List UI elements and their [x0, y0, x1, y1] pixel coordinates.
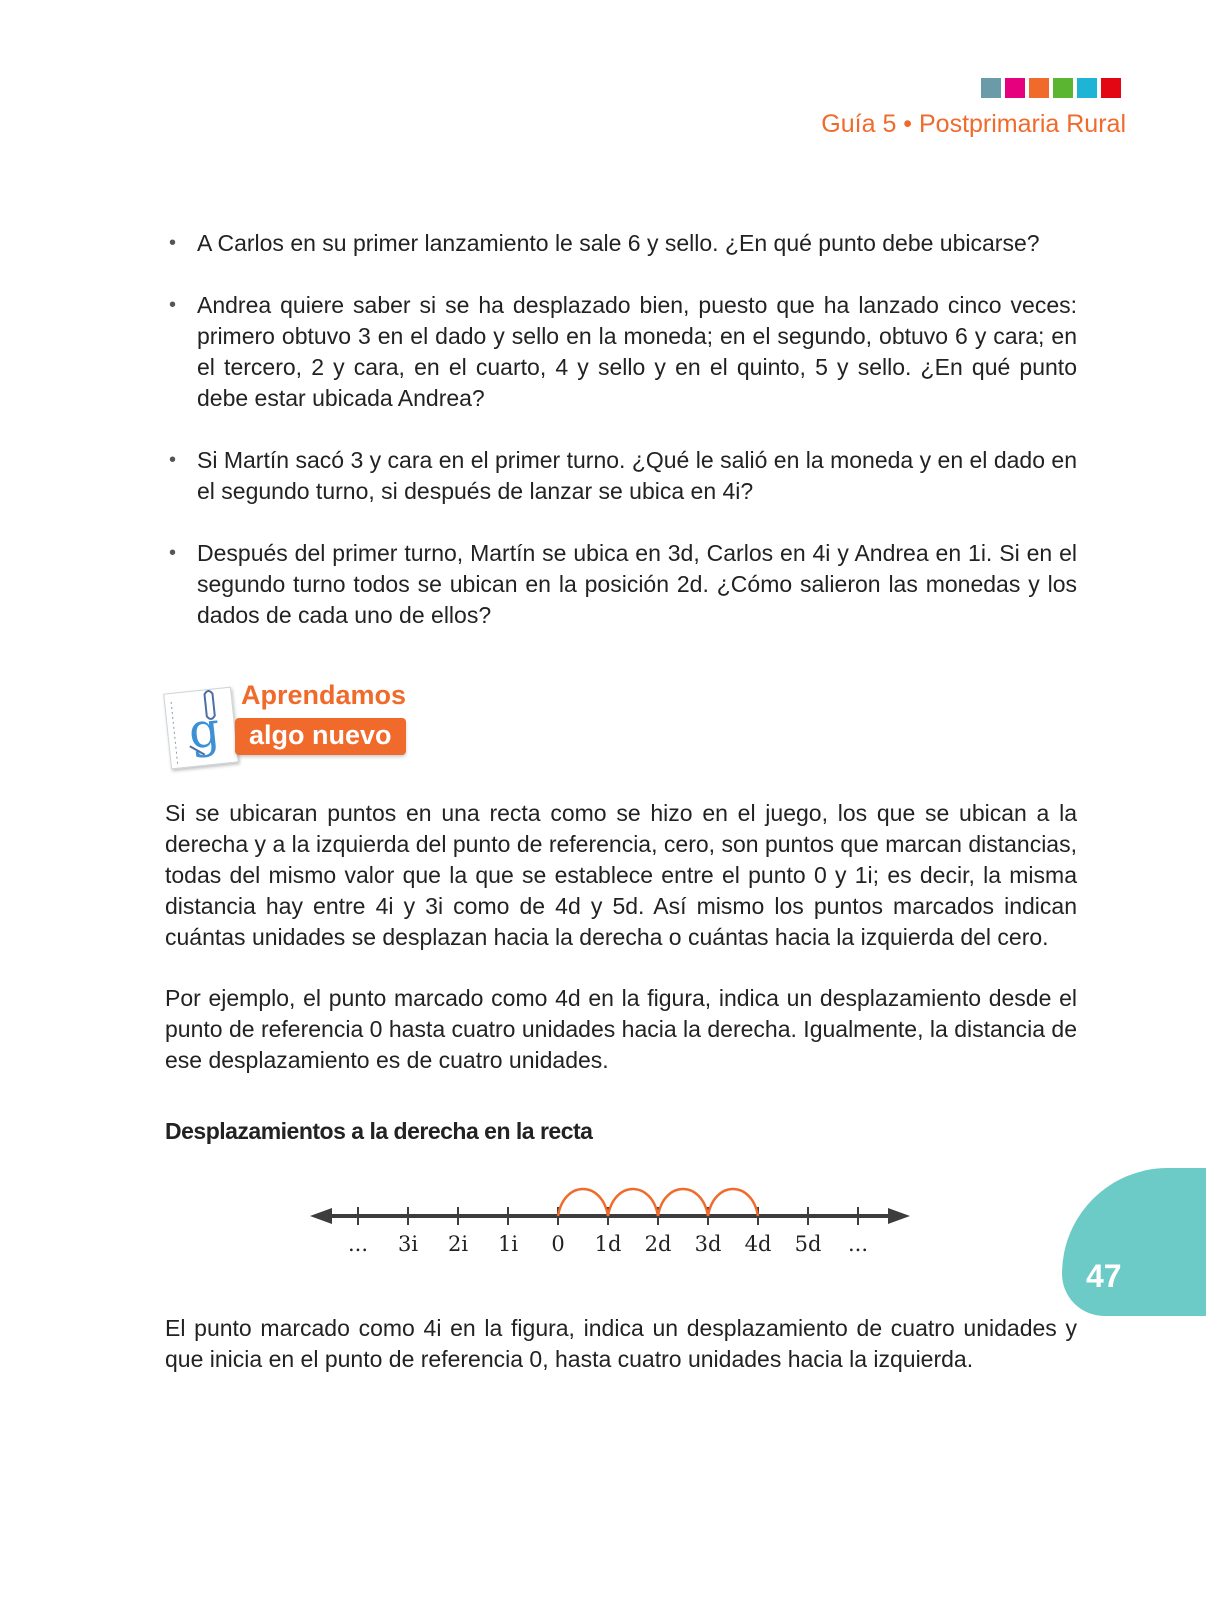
number-line-svg — [300, 1170, 920, 1230]
running-head: Guía 5 • Postprimaria Rural — [821, 110, 1126, 138]
jump-arc — [658, 1189, 708, 1216]
color-swatch — [1101, 78, 1121, 98]
page-number: 47 — [1086, 1258, 1122, 1294]
jump-arc — [608, 1189, 658, 1216]
explanation-paragraph-3: El punto marcado como 4i en la figura, indica un desplazamiento de cuatro unidades y que inicia en el punto de referencia 0, hasta cuatro unidades hacia la izquierda. — [165, 1315, 1077, 1372]
tick-label: 0 — [551, 1232, 565, 1256]
tick-label: 4d — [744, 1232, 772, 1256]
section-title-line1: Aprendamos — [241, 680, 407, 710]
question-item: • Si Martín sacó 3 y cara en el primer turno. ¿Qué le salió en la moneda y en el dado en el segundo turno, si después de lanzar se ubica en 4i? — [165, 445, 1077, 507]
question-item: • A Carlos en su primer lanzamiento le sale 6 y sello. ¿En qué punto debe ubicarse? — [165, 228, 1077, 259]
color-swatch — [1029, 78, 1049, 98]
notebook-icon — [163, 687, 239, 770]
arrow-right-icon — [888, 1208, 910, 1224]
tick-label: 2i — [447, 1232, 469, 1256]
question-item: • Andrea quiere saber si se ha desplazado bien, puesto que ha lanzado cinco veces: primero obtuvo 3 en el dado y sello en la moneda; en el segundo, obtuvo 6 y cara; en el tercero, 2 y cara, en el cuarto, 4 y sello y en el quinto, 5 y sello. ¿En qué punto debe estar ubicada Andrea? — [165, 290, 1077, 414]
notebook-icon-graphic — [164, 688, 237, 768]
tick-label: 1d — [594, 1232, 622, 1256]
color-swatch — [981, 78, 1001, 98]
tick-label: ... — [847, 1232, 869, 1256]
question-list — [165, 228, 1077, 662]
tick-label: ... — [347, 1232, 369, 1256]
header-color-strip — [981, 78, 1121, 98]
question-item: • Después del primer turno, Martín se ubica en 3d, Carlos en 4i y Andrea en 1i. Si en el segundo turno todos se ubican en la posición 2d. ¿Cómo salieron las monedas y los dados de cada uno de ellos? — [165, 538, 1077, 631]
section-badge-aprendamos — [167, 680, 467, 772]
color-swatch — [1005, 78, 1025, 98]
jump-arc — [708, 1189, 758, 1216]
jump-arc — [558, 1189, 608, 1216]
page-number-tab — [1062, 1168, 1206, 1316]
color-swatch — [1077, 78, 1097, 98]
color-swatch — [1053, 78, 1073, 98]
tick-label: 2d — [644, 1232, 672, 1256]
figure-title: Desplazamientos a la derecha en la recta — [165, 1118, 593, 1144]
tick-label: 5d — [794, 1232, 822, 1256]
tick-label: 1i — [497, 1232, 519, 1256]
section-title-line2: algo nuevo — [235, 718, 406, 755]
arrow-left-icon — [310, 1208, 332, 1224]
number-line-figure — [300, 1170, 920, 1265]
explanation-paragraph-1: Si se ubicaran puntos en una recta como se hizo en el juego, los que se ubican a la derecha y a la izquierda del punto de referencia, cero, son puntos que marcan distancias, todas del mismo valor que la que se establece entre el punto 0 y 1i; es decir, la misma distancia hay entre 4i y 3i como de 4d y 5d. Así mismo los puntos marcados indican cuántas unidades se desplazan hacia la derecha o cuántas hacia la izquierda del cero. — [165, 800, 1077, 950]
tick-label: 3i — [397, 1232, 419, 1256]
notebook-letter: g — [186, 701, 223, 761]
tick-label: 3d — [694, 1232, 722, 1256]
explanation-paragraph-2: Por ejemplo, el punto marcado como 4d en la figura, indica un desplazamiento desde el punto de referencia 0 hasta cuatro unidades hacia la derecha. Igualmente, la distancia de ese desplazamiento es de cuatro unidades. — [165, 985, 1077, 1073]
